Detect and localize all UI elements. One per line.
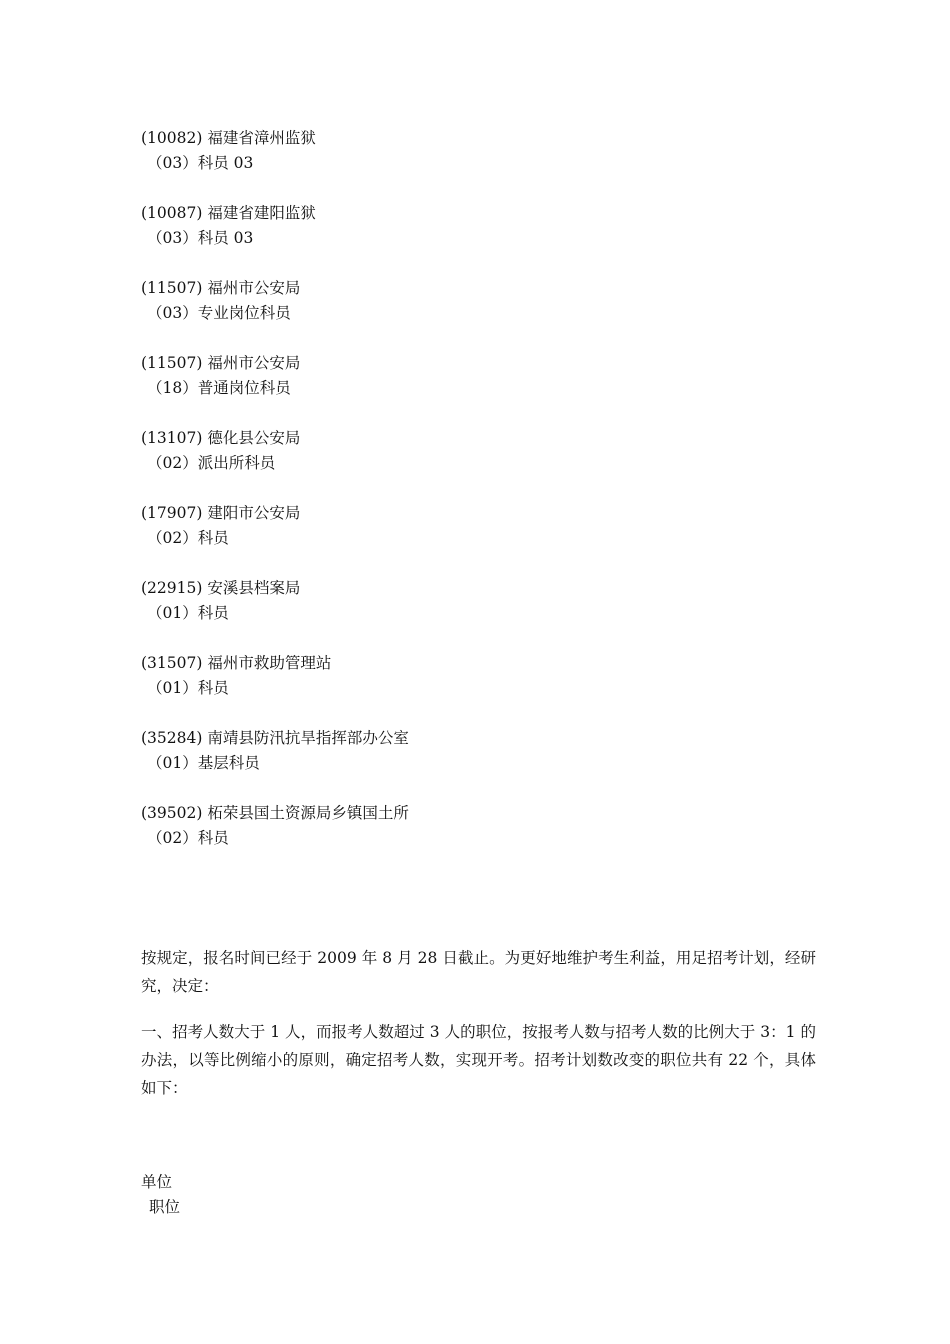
- position-name: （03）专业岗位科员: [147, 304, 291, 322]
- unit-column-label: 单位: [141, 1173, 173, 1191]
- list-item: [141, 801, 816, 876]
- notice-paragraph: 按规定，报名时间已经于 2009 年 8 月 28 日截止。为更好地维护考生利益，用足招考计划，经研究，决定：: [141, 949, 816, 995]
- table-header: [141, 1170, 180, 1220]
- list-item: [141, 351, 816, 426]
- unit-name: (10087) 福建省建阳监狱: [141, 204, 316, 222]
- list-item: [141, 201, 816, 276]
- position-name: （02）派出所科员: [147, 454, 276, 472]
- unit-name: (22915) 安溪县档案局: [141, 579, 301, 597]
- position-column-label: 职位: [149, 1198, 181, 1216]
- position-name: （01）科员: [147, 604, 229, 622]
- unit-name: (11507) 福州市公安局: [141, 354, 301, 372]
- position-name: （01）基层科员: [147, 754, 260, 772]
- position-list: [141, 126, 816, 876]
- notice-paragraph: 一、招考人数大于 1 人，而报考人数超过 3 人的职位，按报考人数与招考人数的比例大于 3：1 的办法，以等比例缩小的原则，确定招考人数，实现开考。招考计划数改变的职位共有 22 个，具体如下：: [141, 1023, 816, 1097]
- unit-name: (17907) 建阳市公安局: [141, 504, 301, 522]
- list-item: [141, 126, 816, 201]
- unit-name: (11507) 福州市公安局: [141, 279, 301, 297]
- position-name: （02）科员: [147, 529, 229, 547]
- list-item: [141, 426, 816, 501]
- position-name: （18）普通岗位科员: [147, 379, 291, 397]
- position-name: （02）科员: [147, 829, 229, 847]
- position-name: （01）科员: [147, 679, 229, 697]
- list-item: [141, 726, 816, 801]
- list-item: [141, 651, 816, 726]
- position-name: （03）科员 03: [147, 229, 254, 247]
- list-item: [141, 276, 816, 351]
- notice-text: [141, 944, 816, 1102]
- unit-name: (10082) 福建省漳州监狱: [141, 129, 316, 147]
- unit-name: (39502) 柘荣县国土资源局乡镇国土所: [141, 804, 409, 822]
- unit-name: (35284) 南靖县防汛抗旱指挥部办公室: [141, 729, 409, 747]
- list-item: [141, 501, 816, 576]
- position-name: （03）科员 03: [147, 154, 254, 172]
- unit-name: (13107) 德化县公安局: [141, 429, 301, 447]
- list-item: [141, 576, 816, 651]
- unit-name: (31507) 福州市救助管理站: [141, 654, 332, 672]
